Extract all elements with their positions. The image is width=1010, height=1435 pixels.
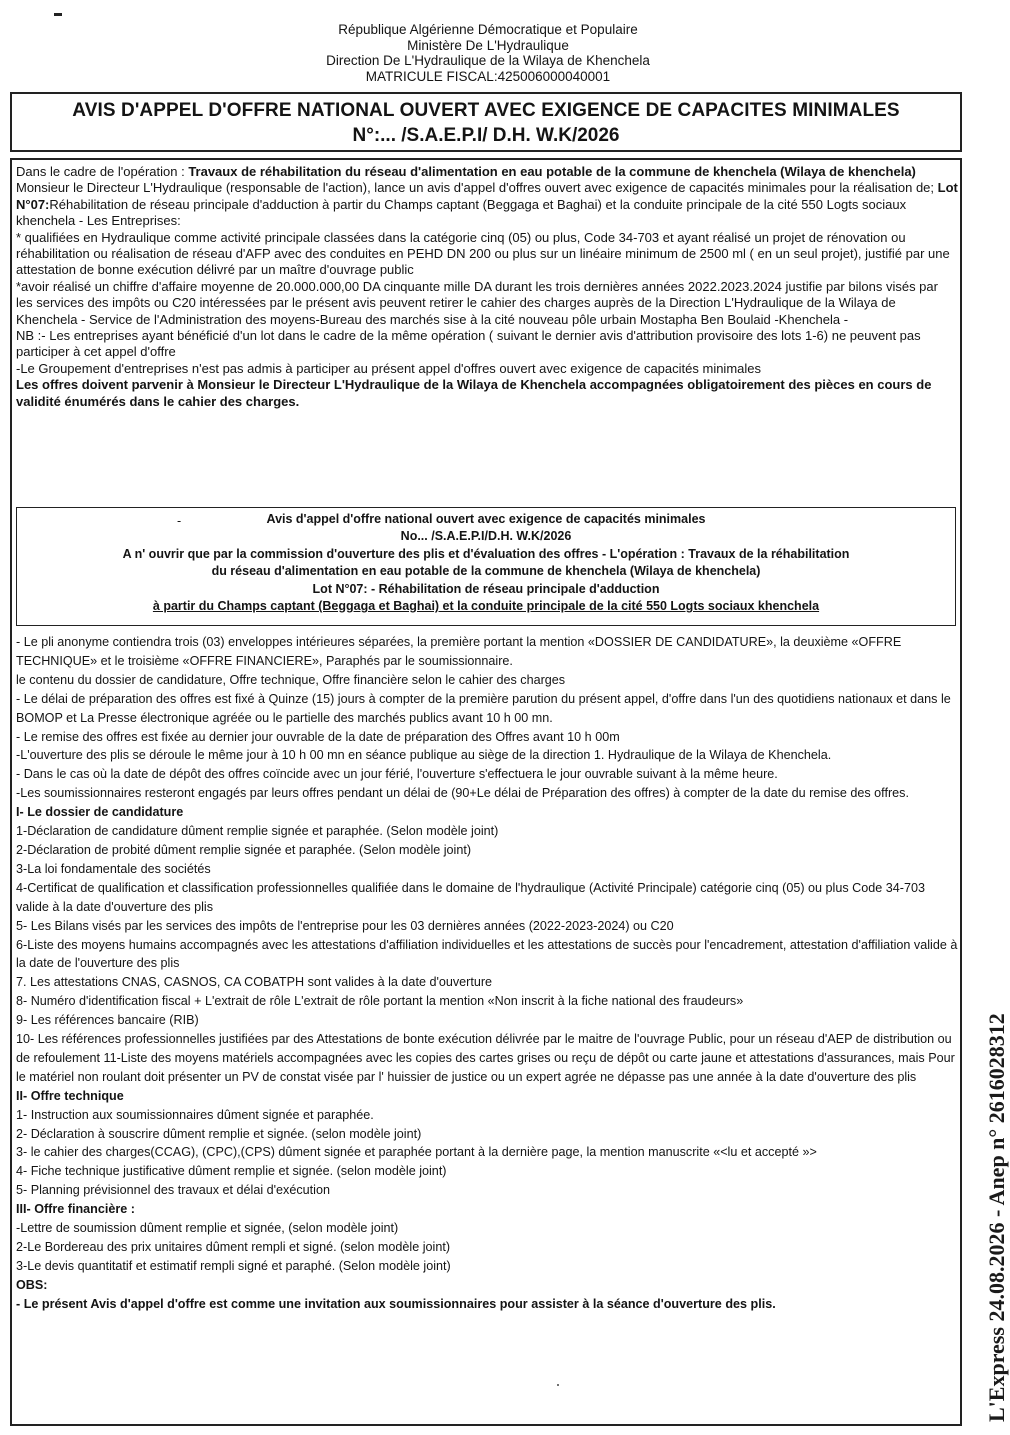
header-republic: République Algérienne Démocratique et Populaire <box>338 22 638 37</box>
submission-paragraph: Les offres doivent parvenir à Monsieur le Directeur L'Hydraulique de la Wilaya de Khenchela accompagnées obligatoirement des pièces en cours de validité énumérés dans le cahier des charges. <box>16 377 932 409</box>
list-item: 1- Instruction aux soumissionnaires dûment signée et paraphée. <box>16 1107 374 1122</box>
title-box <box>10 92 962 152</box>
header-fiscal-id: MATRICULE FISCAL:425006000040001 <box>365 68 611 84</box>
operation-paragraph <box>16 164 958 180</box>
section-financiere-title: III- Offre financière : <box>16 1202 135 1217</box>
lot-label: Lot N°07: <box>16 180 958 212</box>
section-technique-title: II- Offre technique <box>16 1088 124 1103</box>
contenu-paragraph: le contenu du dossier de candidature, Offre technique, Offre financière selon le cahier des charges <box>16 672 566 687</box>
ouverture-paragraph: -L'ouverture des plis se déroule le même jour à 10 h 00 mn en séance publique au siège de la direction 1. Hydraulique de la Wilaya de Khenchela. <box>16 748 832 763</box>
conditions-section <box>16 633 958 1314</box>
ferie-paragraph: - Dans le cas où la date de dépôt des offres coïncide avec un jour férié, l'ouverture s'effectuera le jour ouvrable suivant à la même heure. <box>16 767 778 782</box>
director-paragraph <box>16 180 958 229</box>
list-item: 8- Numéro d'identification fiscal + L'extrait de rôle L'extrait de rôle portant la mention «Non inscrit à la fiche national des fraudeurs» <box>16 994 744 1009</box>
intro-section <box>16 164 958 410</box>
list-item: 4-Certificat de qualification et classification professionnelles qualifiée dans le domaine de l'hydraulique (Activité Principale) catégorie cinq (05) ou plus Code 34-703 valide à la date d'ouverture des plis <box>16 880 925 914</box>
envelope-dash: - <box>177 514 182 528</box>
list-item: 1-Déclaration de candidature dûment remplie signée et paraphée. (Selon modèle joint) <box>16 824 499 839</box>
list-item: 5- Les Bilans visés par les services des impôts de l'entreprise pour les 03 dernières années (2022-2023-2024) ou C20 <box>16 918 674 933</box>
scan-mark <box>54 13 62 16</box>
list-item: 3- le cahier des charges(CCAG), (CPC),(CPS) dûment signée et paraphée portant à la dernière page, la mention manuscrite «<lu et accepté »> <box>16 1145 817 1160</box>
envelope-line-2: No... /S.A.E.P.I/D.H. W.K/2026 <box>400 529 572 544</box>
turnover-paragraph: *avoir réalisé un chiffre d'affaire moyenne de 20.000.000,00 DA cinquante mille DA durant les trois dernières années 2022.2023.2024 justifie par bilons visés par les services des impôts ou C20 intéressées par le présent avis peuvent retirer le cahier des charges auprès de la Direction L'Hydraulique de la Wilaya de Khenchela - Service de l'Administration des moyens-Bureau des marchés sise à la cité nouveau pôle urbain Mostapha Ben Boulaid -Khenchela - <box>16 278 938 327</box>
envelope-line-1: Avis d'appel d'offre national ouvert avec exigence de capacités minimales <box>266 512 706 526</box>
delai-paragraph: - Le délai de préparation des offres est fixé à Quinze (15) jours à compter de la première parution du présent appel, d'offre dans l'un des quotidiens nationaux et dans le BOMOP et La Presse électronique agréée ou le partielle des marchés publics avant 10 h 00 mn. <box>16 691 951 725</box>
group-paragraph: -Le Groupement d'entreprises n'est pas admis à participer au présent appel d'offres ouvert avec exigence de capacités minimales <box>16 360 761 376</box>
list-item: 9- Les références bancaire (RIB) <box>16 1013 199 1028</box>
document-header <box>0 22 976 84</box>
engagement-paragraph: -Les soumissionnaires resteront engagés par leurs offres pendant un délai de (90+Le délai de Préparation des offres) à compter de la date du remise des offres. <box>16 786 909 801</box>
envelope-line-3: A n' ouvrir que par la commission d'ouverture des plis et d'évaluation des offres - L'opération : Travaux de la réhabilitation <box>122 546 850 561</box>
nb-paragraph: NB :- Les entreprises ayant bénéficié d'un lot dans le cadre de la même opération ( suivant le dernier avis d'attribution provisoire des lots 1-6) ne peuvent pas participer à cet appel d'offre <box>16 328 921 360</box>
list-item: 6-Liste des moyens humains accompagnés avec les attestations d'affiliation individuelles et les attestations de succès pour l'encadrement, attestation d'affiliation valide à la date de l'ouverture des plis <box>16 937 958 971</box>
envelope-line-6: à partir du Champs captant (Beggaga et Baghai) et la conduite principale de la cité 550 Logts sociaux khenchela <box>152 599 820 614</box>
section-candidature-title: I- Le dossier de candidature <box>16 805 184 820</box>
remise-paragraph: - Le remise des offres est fixée au dernier jour ouvrable de la date de préparation des Offres avant 10 h 00m <box>16 729 620 744</box>
list-item: 2-Déclaration de probité dûment remplie signée et paraphée. (Selon modèle joint) <box>16 842 472 857</box>
header-ministry: Ministère De L'Hydraulique <box>407 37 569 53</box>
header-direction: Direction De L'Hydraulique de la Wilaya de Khenchela <box>326 53 650 68</box>
pli-paragraph: - Le pli anonyme contiendra trois (03) enveloppes intérieures séparées, la première portant la mention «DOSSIER DE CANDIDATURE», la deuxième «OFFRE TECHNIQUE» et le troisième «OFFRE FINANCIERE», Paraphés par le soumissionnaire. <box>16 635 902 668</box>
list-item: 2-Le Bordereau des prix unitaires dûment rempli et signé. (selon modèle joint) <box>16 1240 451 1254</box>
scan-dot <box>557 1384 559 1386</box>
envelope-line-5: Lot N°07: - Réhabilitation de réseau principale d'adduction <box>312 581 660 596</box>
list-item: 2- Déclaration à souscrire dûment remplie et signée. (selon modèle joint) <box>16 1126 422 1141</box>
notice-number: N°:... /S.A.E.P.I/ D.H. W.K/2026 <box>352 125 620 146</box>
operation-title: Travaux de réhabilitation du réseau d'alimentation en eau potable de la commune de khenchela (Wilaya de khenchela) <box>188 164 916 179</box>
lot-description: Réhabilitation de réseau principale d'adduction à partir du Champs captant (Beggaga et Baghai) et la conduite principale de la cité 550 Logts sociaux khenchela - Les Entreprises: <box>16 196 907 229</box>
list-item: 7. Les attestations CNAS, CASNOS, CA COBATPH sont valides à la date d'ouverture <box>16 975 493 990</box>
publication-reference: L'Express 24.08.2026 - Anep n° 2616028312 <box>984 1013 1009 1422</box>
list-item: -Lettre de soumission dûment remplie et signée, (selon modèle joint) <box>16 1221 399 1236</box>
qualification-paragraph: * qualifiées en Hydraulique comme activité principale classées dans la catégorie cinq (05) ou plus, Code 34-703 et ayant réalisé un projet de rénovation ou réhabilitation ou réalisation de réseau d'AFP avec des conduites en PEHD DN 200 ou plus sur un linéaire minimum de 2500 ml ( en un seul projet), justifié par une attestation de bonne exécution délivré par un maître d'ouvrage public <box>16 229 950 278</box>
envelope-line-4: du réseau d'alimentation en eau potable de la commune de khenchela (Wilaya de khenchela) <box>211 564 761 579</box>
list-item: 5- Planning prévisionnel des travaux et délai d'exécution <box>16 1183 330 1198</box>
obs-title: OBS: <box>16 1277 48 1292</box>
director-text: Monsieur le Directeur L'Hydraulique (responsable de l'action), lance un avis d'appel d'offres ouvert avec exigence de capacités minimales pour la réalisation de; <box>16 180 938 196</box>
operation-prefix: Dans le cadre de l'opération : <box>16 164 189 179</box>
notice-title: AVIS D'APPEL D'OFFRE NATIONAL OUVERT AVEC EXIGENCE DE CAPACITES MINIMALES <box>72 100 900 121</box>
list-item: 10- Les références professionnelles justifiées par des Attestations de bonte exécution délivrée par le maitre de l'ouvrage Public, pour un réseau d'AEP de distribution ou de refoulement 11-Liste des moyens matériels accompagnées avec les copies des cartes grises ou reçu de dépôt ou carte jaune et attestations d'assurances, mais Pour le matériel non roulant doit présenter un PV de constat visée par l' huissier de justice ou un expert agrée ne dépasse pas une année à la date d'ouverture des plis <box>16 1032 955 1084</box>
list-item: 4- Fiche technique justificative dûment remplie et signée. (selon modèle joint) <box>16 1164 447 1179</box>
obs-paragraph: - Le présent Avis d'appel d'offre est comme une invitation aux soumissionnaires pour assister à la séance d'ouverture des plis. <box>16 1296 776 1311</box>
envelope-label-box <box>16 507 956 626</box>
list-item: 3-Le devis quantitatif et estimatif rempli signé et paraphé. (Selon modèle joint) <box>16 1258 451 1273</box>
list-item: 3-La loi fondamentale des sociétés <box>16 861 211 876</box>
